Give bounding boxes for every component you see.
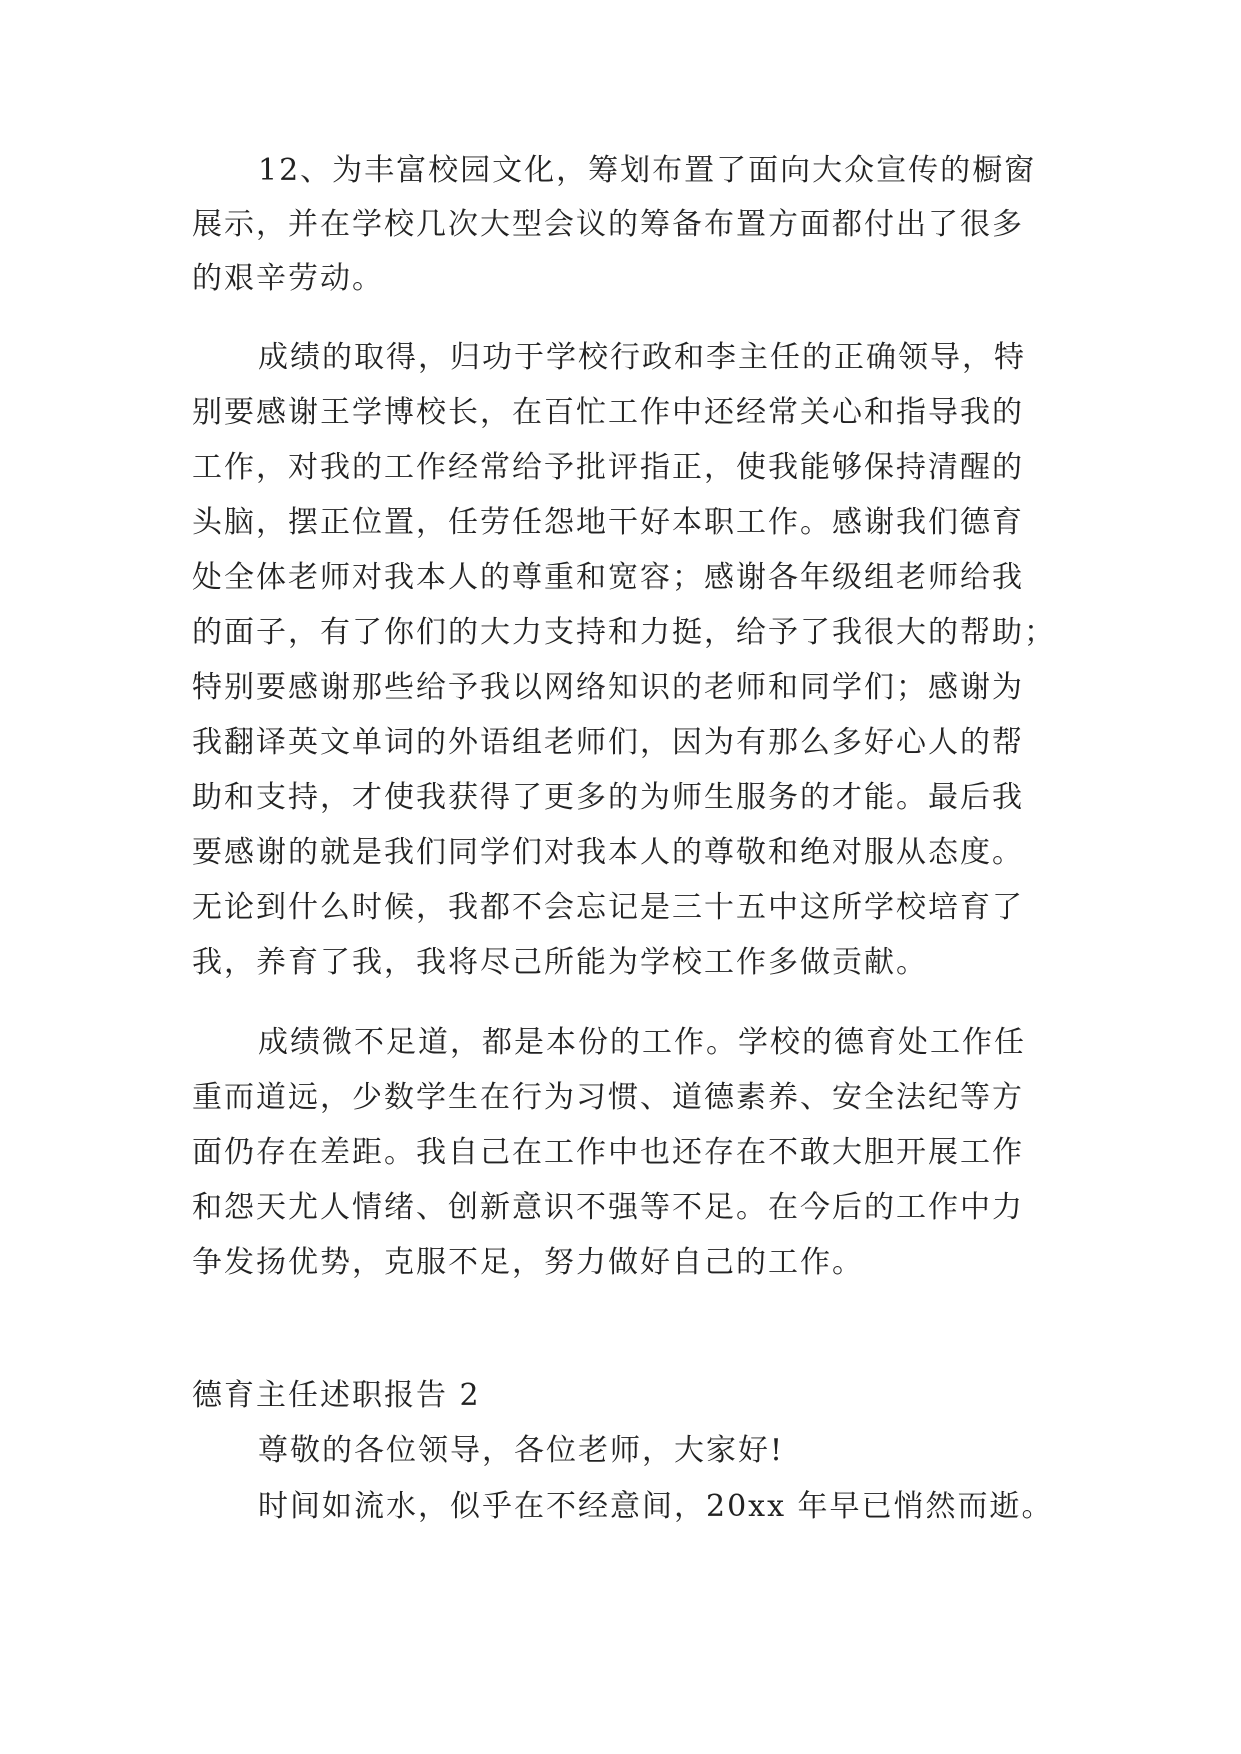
paragraph-3-line-5: 争发扬优势，克服不足，努力做好自己的工作。 <box>192 1245 864 1280</box>
paragraph-2-line-5: 处全体老师对我本人的尊重和宽容；感谢各年级组老师给我 <box>192 560 1024 595</box>
opening-sentence: 时间如流水，似乎在不经意间，20xx 年早已悄然而逝。 <box>258 1489 1054 1524</box>
paragraph-2-line-7: 特别要感谢那些给予我以网络知识的老师和同学们；感谢为 <box>192 670 1024 705</box>
paragraph-2-line-10: 要感谢的就是我们同学们对我本人的尊敬和绝对服从态度。 <box>192 835 1024 870</box>
paragraph-2-line-3: 工作，对我的工作经常给予批评指正，使我能够保持清醒的 <box>192 450 1024 485</box>
paragraph-3-line-4: 和怨天尤人情绪、创新意识不强等不足。在今后的工作中力 <box>192 1190 1024 1225</box>
paragraph-2-line-11: 无论到什么时候，我都不会忘记是三十五中这所学校培育了 <box>192 890 1024 925</box>
paragraph-3-line-3: 面仍存在差距。我自己在工作中也还存在不敢大胆开展工作 <box>192 1135 1024 1170</box>
paragraph-3-line-2: 重而道远，少数学生在行为习惯、道德素养、安全法纪等方 <box>192 1080 1024 1115</box>
paragraph-2-line-8: 我翻译英文单词的外语组老师们，因为有那么多好心人的帮 <box>192 725 1024 760</box>
greeting-line: 尊敬的各位领导，各位老师，大家好! <box>258 1433 785 1468</box>
paragraph-2-line-9: 助和支持，才使我获得了更多的为师生服务的才能。最后我 <box>192 780 1024 815</box>
paragraph-1-line-2: 展示，并在学校几次大型会议的筹备布置方面都付出了很多 <box>192 207 1024 242</box>
paragraph-2-line-2: 别要感谢王学博校长，在百忙工作中还经常关心和指导我的 <box>192 395 1024 430</box>
paragraph-2-line-12: 我，养育了我，我将尽己所能为学校工作多做贡献。 <box>192 945 928 980</box>
paragraph-1-line-1: 12、为丰富校园文化，筹划布置了面向大众宣传的橱窗 <box>258 153 1037 188</box>
paragraph-2-line-4: 头脑，摆正位置，任劳任怨地干好本职工作。感谢我们德育 <box>192 505 1024 540</box>
paragraph-3-line-1: 成绩微不足道，都是本份的工作。学校的德育处工作任 <box>258 1025 1026 1060</box>
paragraph-1-line-3: 的艰辛劳动。 <box>192 261 384 296</box>
paragraph-2-line-6: 的面子，有了你们的大力支持和力挺，给予了我很大的帮助； <box>192 615 1056 650</box>
paragraph-2-line-1: 成绩的取得，归功于学校行政和李主任的正确领导，特 <box>258 340 1026 375</box>
section-heading: 德育主任述职报告 2 <box>192 1378 481 1413</box>
